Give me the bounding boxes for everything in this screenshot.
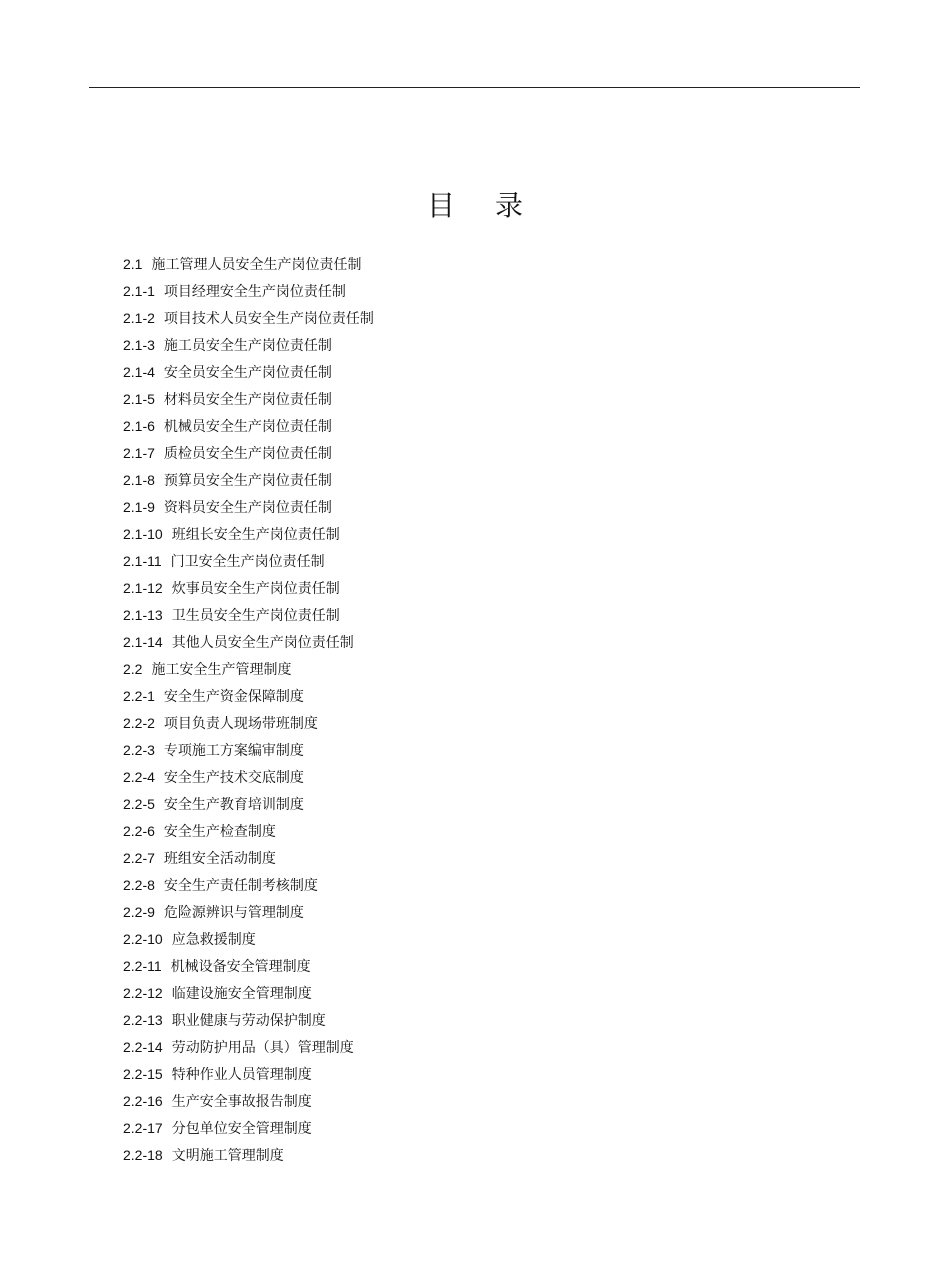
title-char-2: 录 <box>495 189 524 222</box>
toc-entry[interactable] <box>123 386 374 413</box>
toc-text: 项目经理安全生产岗位责任制 <box>163 284 346 300</box>
toc-number: 2.2-17 <box>123 1120 163 1136</box>
toc-entry[interactable] <box>123 467 374 494</box>
toc-entry[interactable] <box>123 845 374 872</box>
toc-number: 2.1-14 <box>123 634 163 650</box>
toc-number: 2.2-15 <box>123 1066 163 1082</box>
toc-entry[interactable] <box>123 1088 374 1115</box>
toc-entry[interactable] <box>123 494 374 521</box>
toc-number: 2.2-16 <box>123 1093 163 1109</box>
toc-entry[interactable] <box>123 278 374 305</box>
toc-number: 2.1-10 <box>123 526 163 542</box>
toc-number: 2.2-10 <box>123 931 163 947</box>
toc-text: 施工管理人员安全生产岗位责任制 <box>151 257 362 273</box>
toc-entry[interactable] <box>123 926 374 953</box>
toc-number: 2.2-3 <box>123 742 155 758</box>
toc-entry[interactable] <box>123 521 374 548</box>
toc-text: 班组安全活动制度 <box>163 851 276 867</box>
toc-text: 材料员安全生产岗位责任制 <box>163 392 332 408</box>
toc-text: 分包单位安全管理制度 <box>171 1121 312 1137</box>
toc-number: 2.1-5 <box>123 391 155 407</box>
toc-number: 2.1-11 <box>123 553 162 569</box>
toc-entry[interactable] <box>123 764 374 791</box>
toc-entry[interactable] <box>123 575 374 602</box>
toc-text: 临建设施安全管理制度 <box>171 986 312 1002</box>
toc-number: 2.2-7 <box>123 850 155 866</box>
header-rule <box>89 87 860 88</box>
toc-entry[interactable] <box>123 1142 374 1169</box>
toc-number: 2.2-12 <box>123 985 163 1001</box>
toc-entry[interactable] <box>123 818 374 845</box>
toc-entry[interactable] <box>123 1115 374 1142</box>
toc-number: 2.1-8 <box>123 472 155 488</box>
toc-number: 2.2-4 <box>123 769 155 785</box>
toc-number: 2.1-3 <box>123 337 155 353</box>
toc-text: 其他人员安全生产岗位责任制 <box>171 635 354 651</box>
toc-text: 机械员安全生产岗位责任制 <box>163 419 332 435</box>
toc-text: 特种作业人员管理制度 <box>171 1067 312 1083</box>
table-of-contents <box>123 251 374 1169</box>
toc-number: 2.2-11 <box>123 958 162 974</box>
toc-text: 预算员安全生产岗位责任制 <box>163 473 332 489</box>
toc-text: 劳动防护用品（具）管理制度 <box>171 1040 354 1056</box>
toc-entry[interactable] <box>123 683 374 710</box>
toc-entry[interactable] <box>123 413 374 440</box>
toc-entry[interactable] <box>123 1034 374 1061</box>
toc-number: 2.1-2 <box>123 310 155 326</box>
toc-number: 2.2-14 <box>123 1039 163 1055</box>
toc-number: 2.2-18 <box>123 1147 163 1163</box>
toc-number: 2.1-6 <box>123 418 155 434</box>
toc-text: 文明施工管理制度 <box>171 1148 284 1164</box>
toc-text: 安全生产责任制考核制度 <box>163 878 318 894</box>
toc-number: 2.2-5 <box>123 796 155 812</box>
toc-text: 职业健康与劳动保护制度 <box>171 1013 326 1029</box>
toc-entry[interactable] <box>123 872 374 899</box>
toc-text: 安全生产检查制度 <box>163 824 276 840</box>
toc-entry[interactable] <box>123 602 374 629</box>
toc-number: 2.2-1 <box>123 688 155 704</box>
toc-text: 应急救援制度 <box>171 932 256 948</box>
toc-text: 安全生产教育培训制度 <box>163 797 304 813</box>
toc-entry[interactable] <box>123 980 374 1007</box>
toc-number: 2.2-6 <box>123 823 155 839</box>
toc-number: 2.2-2 <box>123 715 155 731</box>
toc-entry[interactable] <box>123 953 374 980</box>
toc-entry[interactable] <box>123 899 374 926</box>
toc-text: 炊事员安全生产岗位责任制 <box>171 581 340 597</box>
toc-text: 安全员安全生产岗位责任制 <box>163 365 332 381</box>
toc-number: 2.1-7 <box>123 445 155 461</box>
toc-text: 安全生产资金保障制度 <box>163 689 304 705</box>
toc-text: 门卫安全生产岗位责任制 <box>170 554 325 570</box>
toc-number: 2.2-8 <box>123 877 155 893</box>
toc-text: 施工安全生产管理制度 <box>151 662 292 678</box>
toc-text: 卫生员安全生产岗位责任制 <box>171 608 340 624</box>
toc-number: 2.2-13 <box>123 1012 163 1028</box>
toc-number: 2.1-13 <box>123 607 163 623</box>
toc-entry[interactable] <box>123 548 374 575</box>
toc-entry[interactable] <box>123 791 374 818</box>
toc-text: 危险源辨识与管理制度 <box>163 905 304 921</box>
toc-number: 2.1 <box>123 256 143 272</box>
toc-number: 2.1-1 <box>123 283 155 299</box>
toc-text: 生产安全事故报告制度 <box>171 1094 312 1110</box>
toc-number: 2.1-4 <box>123 364 155 380</box>
toc-entry[interactable] <box>123 656 374 683</box>
toc-entry[interactable] <box>123 629 374 656</box>
toc-entry[interactable] <box>123 710 374 737</box>
toc-text: 施工员安全生产岗位责任制 <box>163 338 332 354</box>
toc-entry[interactable] <box>123 1061 374 1088</box>
toc-entry[interactable] <box>123 737 374 764</box>
title-char-1: 目 <box>426 189 455 222</box>
toc-entry[interactable] <box>123 305 374 332</box>
toc-number: 2.1-9 <box>123 499 155 515</box>
toc-number: 2.2-9 <box>123 904 155 920</box>
toc-text: 专项施工方案编审制度 <box>163 743 304 759</box>
toc-entry[interactable] <box>123 1007 374 1034</box>
toc-number: 2.2 <box>123 661 143 677</box>
toc-entry[interactable] <box>123 251 374 278</box>
toc-entry[interactable] <box>123 332 374 359</box>
toc-entry[interactable] <box>123 440 374 467</box>
toc-text: 安全生产技术交底制度 <box>163 770 304 786</box>
toc-number: 2.1-12 <box>123 580 163 596</box>
toc-text: 资料员安全生产岗位责任制 <box>163 500 332 516</box>
toc-text: 机械设备安全管理制度 <box>170 959 311 975</box>
toc-entry[interactable] <box>123 359 374 386</box>
toc-text: 项目负责人现场带班制度 <box>163 716 318 732</box>
toc-text: 项目技术人员安全生产岗位责任制 <box>163 311 374 327</box>
toc-text: 质检员安全生产岗位责任制 <box>163 446 332 462</box>
toc-text: 班组长安全生产岗位责任制 <box>171 527 340 543</box>
page-title <box>0 186 950 226</box>
